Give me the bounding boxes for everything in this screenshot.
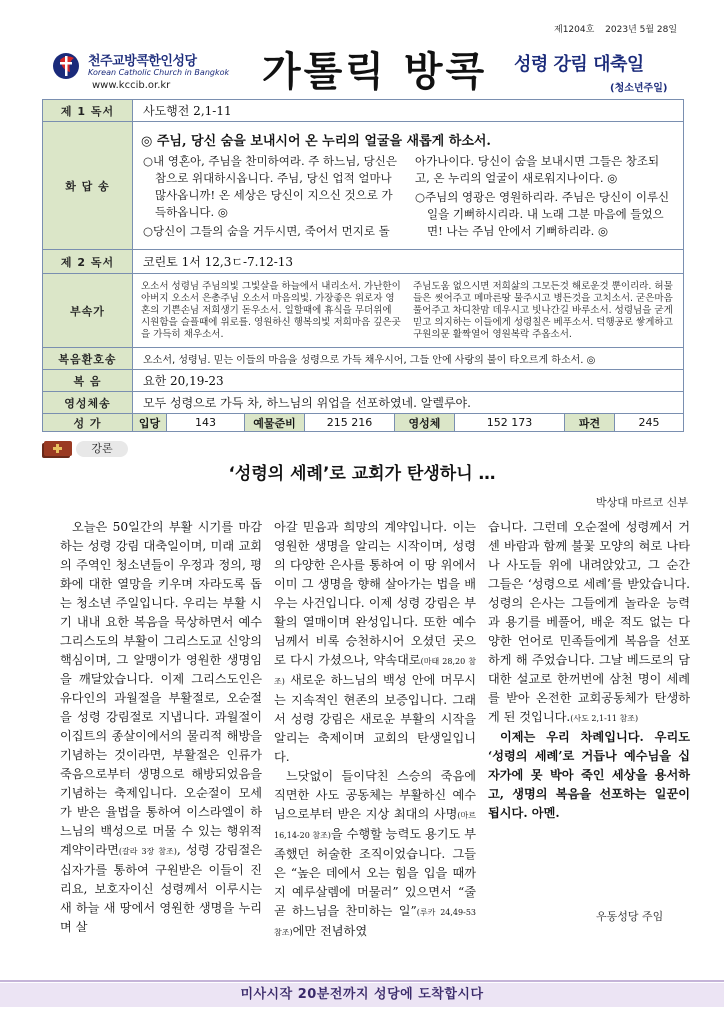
alleluia-value: 오소서, 성령님. 믿는 이들의 마음을 성령으로 가득 채우시어, 그들 안에 사랑의 불이 타오르게 하소서. ◎ (133, 348, 684, 370)
issue-info (554, 22, 685, 35)
church-logo-icon (52, 50, 82, 82)
hymn-offertory-value: 215 216 (305, 414, 395, 432)
homily-paragraph: 느닷없이 들이닥친 스승의 죽음에 직면한 사도 공동체는 부활하신 예수님으로부터 받은 지상 최대의 사명(마르 16,14-20 참조)을 수행할 능력도 용기도 부족했던 허술한 조직이었습니다. 그들은 “높은 데에서 오는 힘을 입을 때까지 예루살렘에 머물러” 있으면서 “줄곧 하느님을 찬미하는 일”(루카 24,49-53 참조)에만 전념하였 (274, 769, 476, 938)
hymn-dismissal-label: 파견 (565, 414, 615, 432)
homily-column-1 (60, 518, 262, 942)
hymn-dismissal-value: 245 (615, 414, 684, 432)
org-url[interactable]: www.kccib.or.kr (92, 80, 171, 91)
gospel-label: 복 음 (43, 370, 133, 392)
hymn-row (43, 414, 684, 432)
psalm-refrain: ◎ 주님, 당신 숨을 보내시어 온 누리의 얼굴을 새롭게 하소서. (141, 133, 491, 149)
sequence-text (139, 279, 677, 343)
gospel-value: 요한 20,19-23 (133, 370, 684, 392)
psalm-verse: ○주님의 영광은 영원하리라. 주님은 당신이 이루신 일을 기뻐하시리라. 내 노래 그분 마음에 들었으면! 나는 주님 안에서 기뻐하리라. ◎ (415, 189, 670, 238)
communion-value: 모두 성령으로 가득 차, 하느님의 위업을 선포하였네. 알렐루야. (133, 392, 684, 414)
gospel-row (43, 370, 684, 392)
org-name: 천주교방콕한인성당 (88, 54, 197, 69)
alleluia-label: 복음환호송 (43, 348, 133, 370)
footer-divider (0, 980, 724, 982)
feast-name: 성령 강림 대축일 (514, 54, 644, 75)
sequence-left: 오소서 성령님 주님의빛 그빛살을 하늘에서 내리소서. 가난한이 아버지 오소서 은총주님 오소서 마음의빛. 가장좋은 위로자 영혼의 기쁜손님 저희생기 돋우소서. 일할때에 휴식을 무더위에 시원함을 슬플때에 위로를. 영원하신 행복의빛 저희마음 깊은곳을 가득히 채우소서. (141, 280, 401, 340)
hymn-label: 성 가 (43, 414, 133, 432)
hymn-entrance-value: 143 (167, 414, 245, 432)
scripture-ref: (루카 24,49-53 참조) (274, 908, 476, 937)
homily-body (60, 518, 690, 942)
homily-tag: 강론 (76, 441, 128, 457)
liturgy-table (42, 99, 684, 432)
communion-row (43, 392, 684, 414)
hymn-entrance-label: 입당 (133, 414, 167, 432)
scripture-ref: (사도 2,1-11 참조) (570, 714, 639, 723)
alleluia-row (43, 348, 684, 370)
homily-paragraph: 오늘은 50일간의 부활 시기를 마감하는 성령 강림 대축일이며, 미래 교회의 주역인 청소년들이 우정과 정의, 평화에 대한 열망을 키우며 자라도록 돕는 청소년 주일입니다. 우리는 부활 시기 내내 요한 복음을 묵상하면서 예수 그리스도의 부활이 그리스도교 신앙의 핵심이며, 그 알맹이가 영원한 생명임을 깨달았습니다. 이제 그리스도인은 유다인의 과월절을 부활절로, 오순절을 성령 강림절로 지냅니다. 과월절이 이집트의 종살이에서의 물리적 해방을 기념하는 것이라면, 부활절은 인류가 죽음으로부터 생명으로 해방되었음을 기념하는 축제입니다. 오순절이 모세가 받은 율법을 통하여 이스라엘이 하느님의 백성으로 머물 수 있는 행위적 계약이라면(갈라 3장 참조), 성령 강림절은 십자가를 통하여 구원받은 이들이 진리요, 보호자이신 성령께서 이루시는 새 하늘 새 땅에서 영원한 생명을 누리며 살 (60, 520, 263, 934)
psalm-row (43, 122, 684, 250)
scripture-ref: (마르 16,14-20 참조) (274, 811, 476, 840)
homily-column-2 (274, 518, 476, 942)
psalm-verses (139, 153, 677, 246)
feast-subtitle: (청소년주일) (610, 83, 668, 94)
reading2-row (43, 250, 684, 274)
reading1-value: 사도행전 2,1-11 (133, 100, 684, 122)
scripture-ref: (갈라 3장 참조) (118, 847, 177, 856)
reading1-row (43, 100, 684, 122)
sequence-cell (133, 274, 684, 348)
homily-author: 박상대 마르코 신부 (595, 496, 688, 509)
homily-signature: 우동성당 주임 (596, 910, 664, 923)
bible-icon (40, 440, 74, 460)
issue-number: 제1204호 (554, 25, 595, 35)
hymn-communion-value: 152 173 (455, 414, 565, 432)
sequence-label: 부속가 (43, 274, 133, 348)
psalm-col-right (415, 153, 673, 242)
footer-notice: 미사시작 20분전까지 성당에 도착합시다 (0, 983, 724, 1007)
page-header (0, 0, 724, 98)
psalm-verse: 아가나이다. 당신이 숨을 보내시면 그들은 창조되고, 온 누리의 얼굴이 새로워지나이다. ◎ (415, 153, 660, 185)
psalm-label: 화 답 송 (43, 122, 133, 250)
scripture-ref: (마태 28,20 참조) (274, 657, 476, 686)
issue-date: 2023년 5월 28일 (605, 25, 678, 35)
sequence-row (43, 274, 684, 348)
psalm-col-left (143, 153, 401, 242)
reading1-label: 제 1 독서 (43, 100, 133, 122)
page-title: 가톨릭 방콕 (262, 49, 488, 95)
homily-column-3 (488, 518, 690, 942)
org-name-en: Korean Catholic Church in Bangkok (88, 68, 230, 77)
psalm-verse: ○당신이 그들의 숨을 거두시면, 죽어서 먼지로 돌 (143, 223, 390, 238)
homily-title: ‘성령의 세례’로 교회가 탄생하니 … (228, 464, 496, 484)
hymn-communion-label: 영성체 (395, 414, 455, 432)
communion-label: 영성체송 (43, 392, 133, 414)
homily-closing: 이제는 우리 차례입니다. 우리도 ‘성령의 세례’로 거듭나 예수님을 십자가에 못 박아 죽인 세상을 용서하고, 생명의 복음을 선포하는 일꾼이 됩시다. 아멘. (488, 730, 690, 820)
homily-paragraph: 아갈 믿음과 희망의 계약입니다. 이는 영원한 생명을 알리는 시작이며, 성령의 다양한 은사를 통하여 이 땅 위에서 이미 그 생명을 향해 살아가는 법을 배우는 사건입니다. 이제 성령 강림은 부활의 열매이며 완성입니다. 또한 예수님께서 비록 승천하시어 오셨던 곳으로 다시 가셨으나, 약속대로(마태 28,20 참조) 새로운 하느님의 백성 안에 머무시는 지속적인 현존의 보증입니다. 그래서 성령 강림은 새로운 부활의 시작을 알리는 축제이며 교회의 탄생일입니다. (274, 520, 476, 764)
reading2-value: 코린토 1서 12,3ㄷ-7.12-13 (133, 250, 684, 274)
sequence-right: 주님도움 없으시면 저희삶의 그모든것 해로운것 뿐이리라. 허물들은 씻어주고 메마른땅 물주시고 병든것을 고치소서. 굳은마음 풀어주고 차디찬맘 데우시고 빗나간길 바루소서. 성령님을 굳게믿고 의지하는 이들에게 성령칠은 베푸소서. 덕행공로 쌓게하고 구원의문 활짝열어 영원복락 주옵소서. (413, 280, 673, 340)
homily-paragraph: 습니다. 그런데 오순절에 성령께서 거센 바람과 함께 불꽃 모양의 혀로 나타나 사도들 위에 내려앉았고, 그 순간 그들은 ‘성령으로 세례’를 받았습니다. 성령의 은사는 그들에게 놀라운 능력과 용기를 베풀어, 배운 적도 없는 다양한 언어로 민족들에게 복음을 선포하게 해 주었습니다. 그날 베드로의 담대한 설교로 한꺼번에 삼천 명이 세례를 받아 온전한 교회공동체가 탄생하게 된 것입니다.(사도 2,1-11 참조) (488, 520, 690, 724)
hymn-offertory-label: 예물준비 (245, 414, 305, 432)
psalm-cell (133, 122, 684, 250)
psalm-verse: ○내 영혼아, 주님을 찬미하여라. 주 하느님, 당신은 참으로 위대하시옵니다. 주님, 당신 업적 얼마나 많사옵니까! 온 세상은 당신이 지으신 것으로 가득하옵니다. ◎ (143, 153, 398, 219)
reading2-label: 제 2 독서 (43, 250, 133, 274)
